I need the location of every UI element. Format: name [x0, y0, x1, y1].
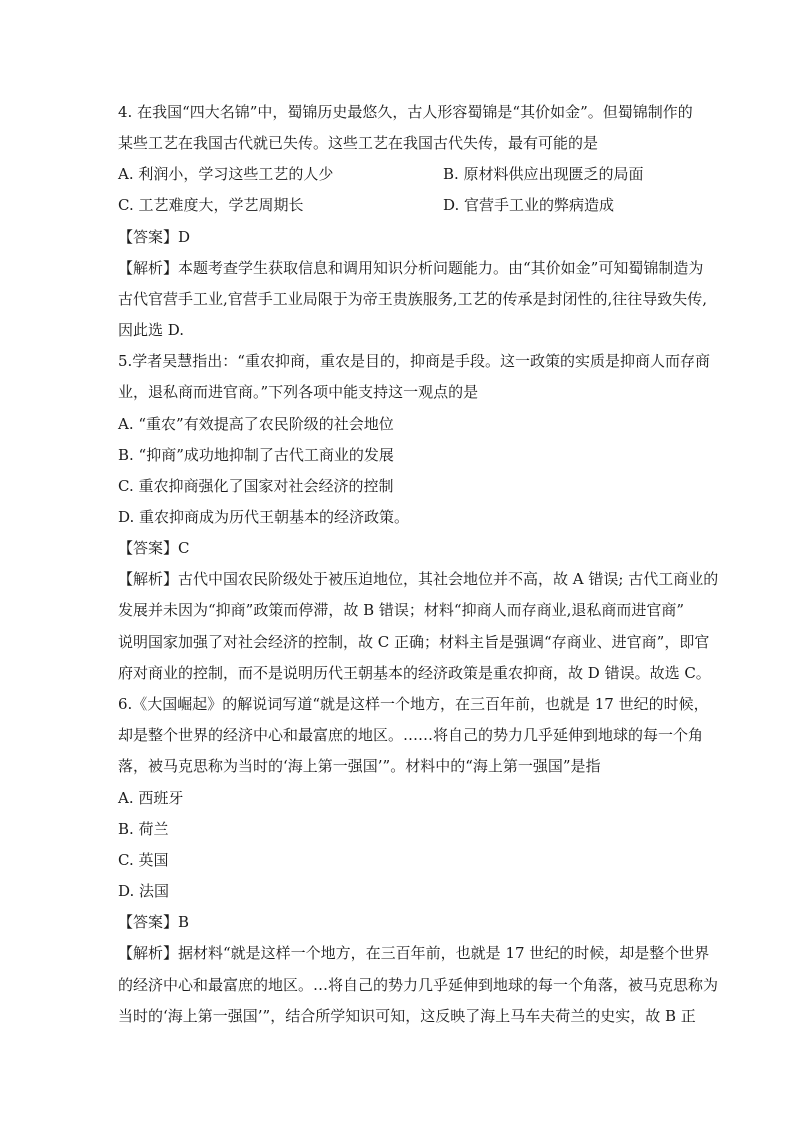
- q6-option-c: C. 英国: [118, 851, 169, 869]
- q5-option-b: B. “抑商”成功地抑制了古代工商业的发展: [118, 446, 394, 464]
- q5-option-c: C. 重农抑商强化了国家对社会经济的控制: [118, 477, 394, 495]
- q5-stem-line-1: 5.学者吴慧指出：“重农抑商，重农是目的，抑商是手段。这一政策的实质是抑商人而存商: [118, 352, 710, 370]
- q6-analysis-line-1: 【解析】据材料“就是这样一个地方，在三百年前，也就是 17 世纪的时候，却是整个世界: [118, 944, 710, 962]
- q4-analysis-line-2: 古代官营手工业,官营手工业局限于为帝王贵族服务,工艺的传承是封闭性的,往往导致失传,: [118, 290, 708, 308]
- q6-analysis-line-2: 的经济中心和最富庶的地区。…将自己的势力几乎延伸到地球的每一个角落，被马克思称为: [118, 976, 719, 994]
- q5-stem-line-2: 业，退私商而进官商。”下列各项中能支持这一观点的是: [118, 383, 479, 401]
- q6-option-b: B. 荷兰: [118, 820, 169, 838]
- q6-stem-line-2: 却是整个世界的经济中心和最富庶的地区。……将自己的势力几乎延伸到地球的每一个角: [118, 726, 704, 744]
- q4-option-c: C. 工艺难度大，学艺周期长: [118, 196, 304, 214]
- q4-stem-line-2: 某些工艺在我国古代就已失传。这些工艺在我国古代失传，最有可能的是: [118, 134, 599, 152]
- q6-stem-line-3: 落，被马克思称为当时的‘海上第一强国’”。材料中的“海上第一强国”是指: [118, 757, 601, 775]
- q5-analysis-line-4: 府对商业的控制，而不是说明历代王朝基本的经济政策是重农抑商，故 D 错误。故选 C。: [118, 664, 711, 682]
- q5-option-d: D. 重农抑商成为历代王朝基本的经济政策。: [118, 508, 410, 526]
- q6-option-a: A. 西班牙: [118, 789, 184, 807]
- q6-stem-line-1: 6.《大国崛起》的解说词写道“就是这样一个地方，在三百年前，也就是 17 世纪的时候，: [118, 695, 709, 713]
- q4-analysis-line-3: 因此选 D.: [118, 321, 185, 339]
- q6-option-d: D. 法国: [118, 882, 170, 900]
- q4-analysis-line-1: 【解析】本题考查学生获取信息和调用知识分析问题能力。由“其价如金”可知蜀锦制造为: [118, 259, 704, 277]
- q4-option-b: B. 原材料供应出现匮乏的局面: [443, 165, 644, 183]
- q5-analysis-line-2: 发展并未因为“抑商”政策而停滞，故 B 错误；材料“抑商人而存商业,退私商而进官商”: [118, 601, 685, 619]
- q5-analysis-line-1: 【解析】古代中国农民阶级处于被压迫地位，其社会地位并不高，故 A 错误; 古代工商业的: [118, 570, 719, 588]
- q4-stem-line-1: 4. 在我国“四大名锦”中，蜀锦历史最悠久，古人形容蜀锦是“其价如金”。但蜀锦制作的: [118, 103, 693, 121]
- q6-analysis-line-3: 当时的‘海上第一强国’”，结合所学知识可知，这反映了海上马车夫荷兰的史实，故 B 正: [118, 1007, 696, 1025]
- q4-answer: 【答案】D: [118, 228, 191, 246]
- q5-answer: 【答案】C: [118, 539, 190, 557]
- q4-option-a: A. 利润小，学习这些工艺的人少: [118, 165, 334, 183]
- q5-analysis-line-3: 说明国家加强了对社会经济的控制，故 C 正确；材料主旨是强调“存商业、进官商”，即官: [118, 633, 710, 651]
- q4-option-d: D. 官营手工业的弊病造成: [443, 196, 615, 214]
- q6-answer: 【答案】B: [118, 913, 190, 931]
- q5-option-a: A. “重农”有效提高了农民阶级的社会地位: [118, 415, 394, 433]
